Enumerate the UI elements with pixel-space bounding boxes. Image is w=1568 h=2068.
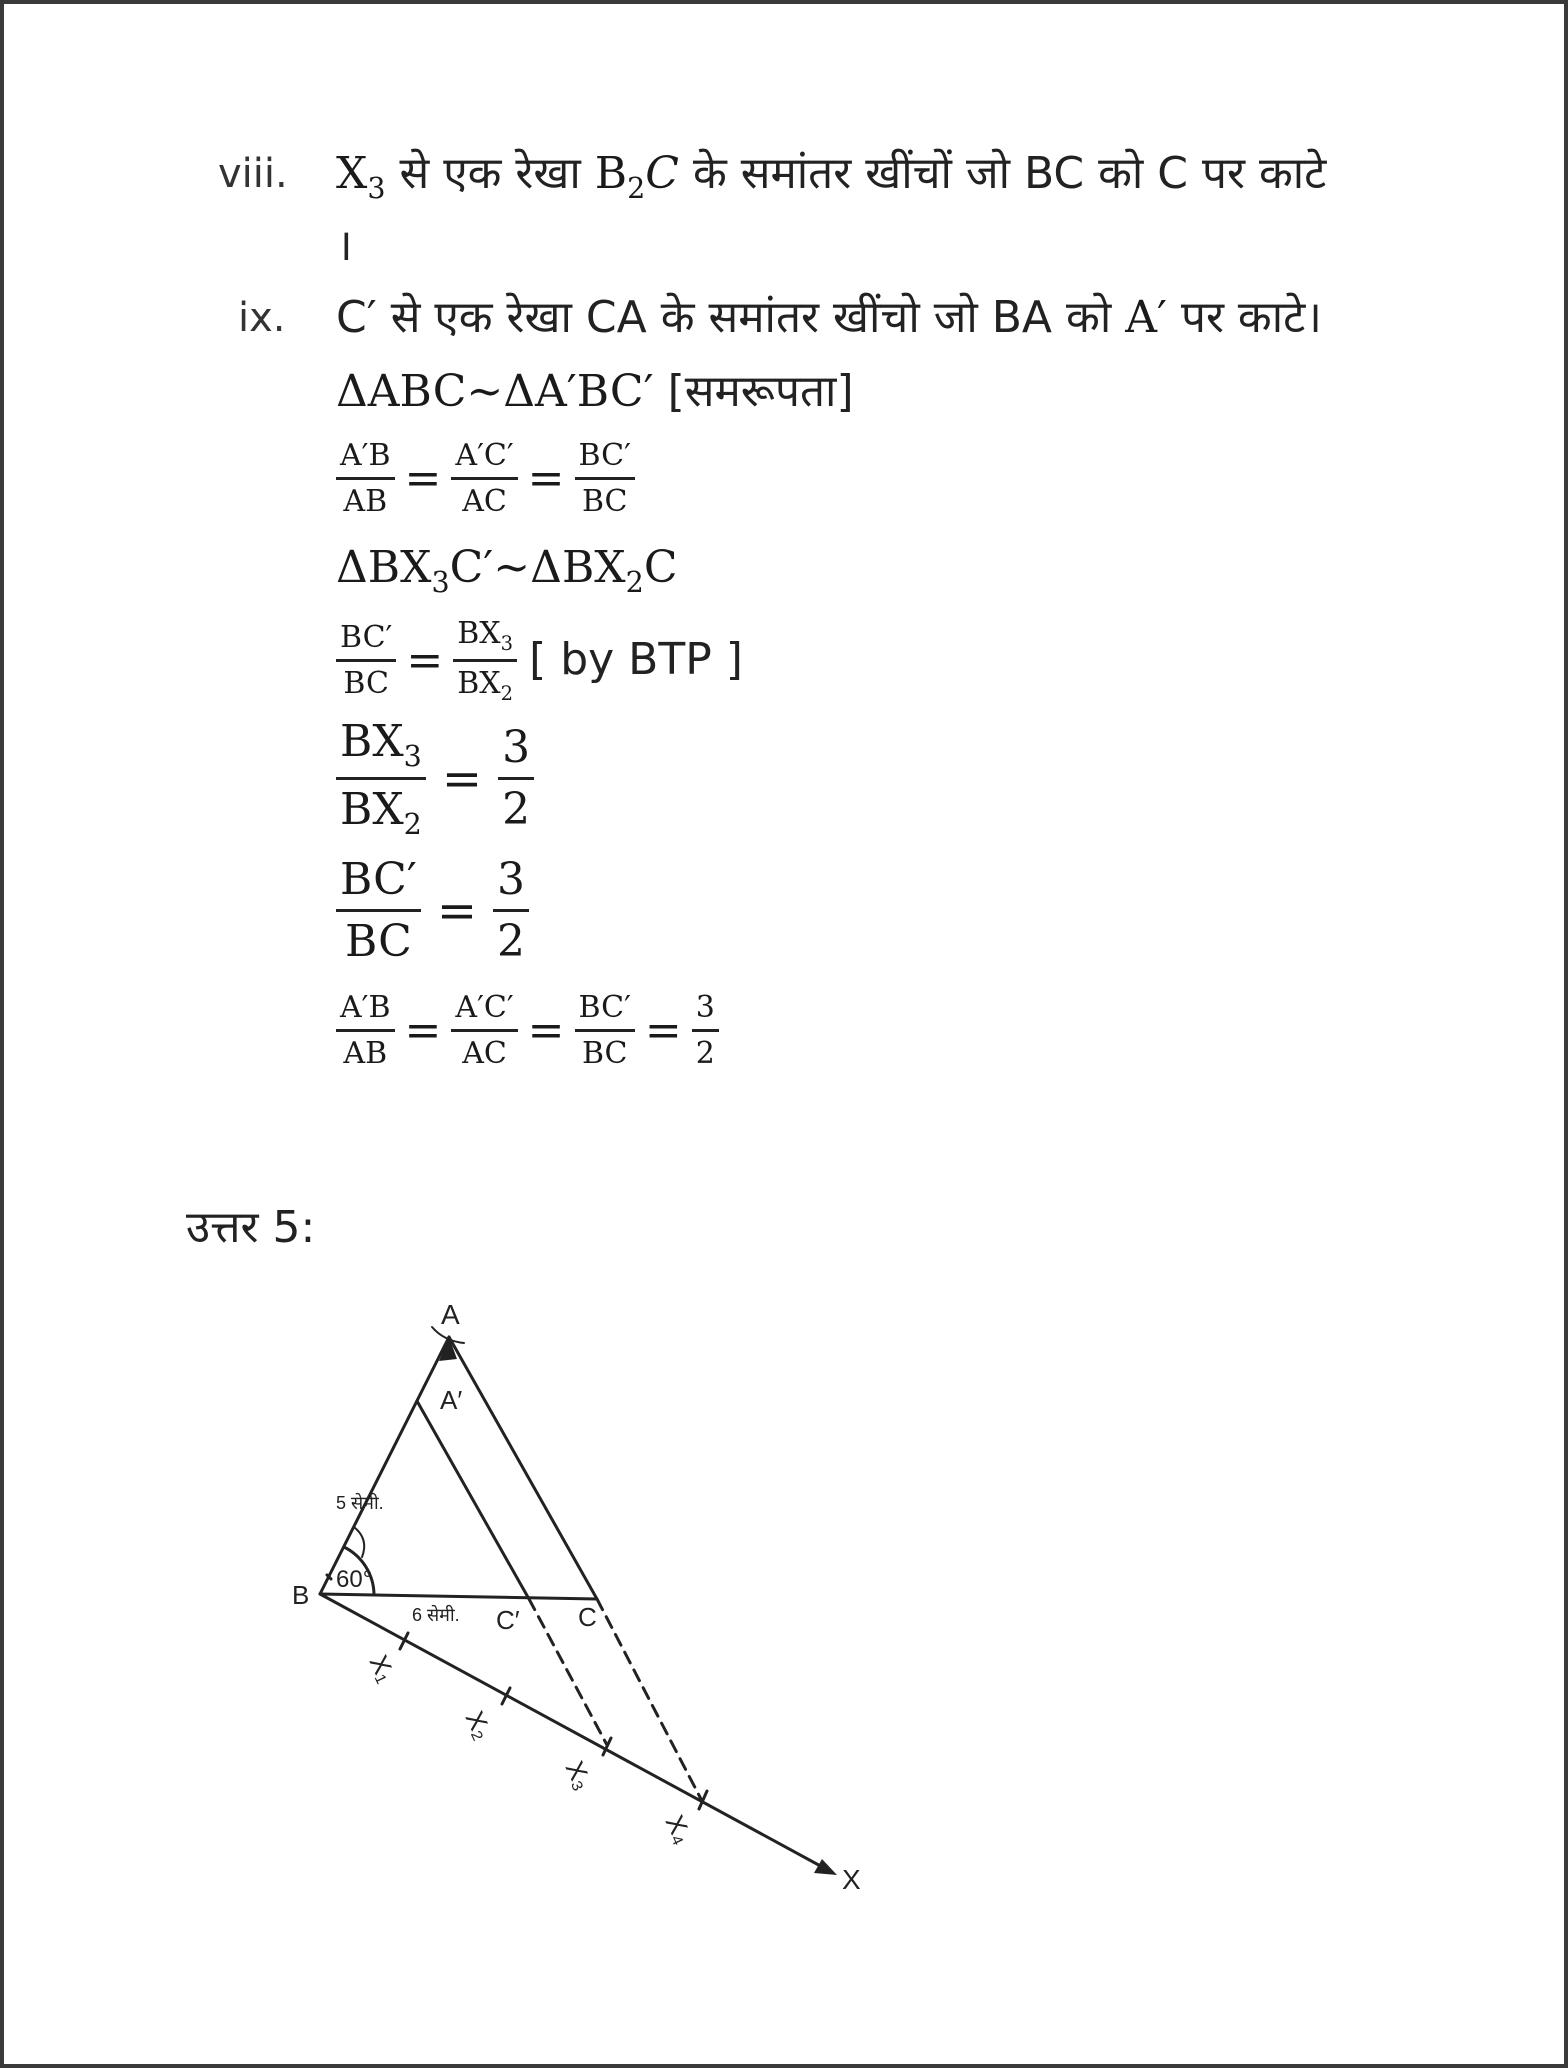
step-ix-text <box>336 290 1322 346</box>
step-viii-text-part1: से एक रेखा <box>385 148 595 199</box>
equals-sign: = <box>406 634 444 686</box>
fraction-bx3-over-bx2: $\frac{BX_3}{BX_2}$ <box>453 616 517 705</box>
fraction-bc-prime-over-bc-large: $\frac{BC'}{BC}$ <box>336 854 421 967</box>
fraction-bc-prime-over-bc: $\frac{BC'}{BC}$ <box>575 990 635 1071</box>
fraction-bx3-over-bx2-large: $\frac{BX_3}{BX_2}$ <box>336 716 426 841</box>
similarity-note: [समरूपता] <box>653 366 854 417</box>
equals-sign: = <box>436 882 478 939</box>
label-x4: X₄ <box>659 1810 699 1849</box>
equals-sign: = <box>404 453 442 504</box>
fraction-three-halves-small: $\frac{3}{2}$ <box>692 990 719 1071</box>
step-ix-marker: ix. <box>238 295 286 341</box>
construction-arc <box>354 1527 364 1557</box>
fraction-a-prime-b-over-ab: $\frac{A'B}{AB}$ <box>336 438 395 519</box>
similarity-statement-1 <box>336 364 854 420</box>
step-ix-text-part2: पर काटे। <box>1166 292 1322 343</box>
label-c: C <box>578 1602 597 1632</box>
b2c-symbol: $B_2C$ <box>594 148 679 205</box>
label-x3: X₃ <box>559 1756 599 1795</box>
similarity-statement-2: $\Delta BX_3C'\sim\Delta BX_2C$ <box>336 542 678 599</box>
side-ac-line <box>449 1337 597 1599</box>
final-ratio-equation <box>336 990 719 1071</box>
step-viii-wrap: । <box>336 220 353 271</box>
step-viii-marker: viii. <box>218 151 288 197</box>
x3-symbol: $X_3$ <box>336 148 386 205</box>
ray-bx <box>320 1594 826 1869</box>
line-a-prime-c-prime <box>417 1401 529 1599</box>
label-side-bc: 6 सेमी. <box>412 1605 460 1625</box>
fraction-a-prime-b-over-ab: $\frac{A'B}{AB}$ <box>336 990 395 1071</box>
fraction-three-halves: $\frac{3}{2}$ <box>498 722 534 835</box>
label-side-ab: 5 सेमी. <box>336 1493 384 1513</box>
answer-heading: उत्तर 5: <box>186 1202 316 1253</box>
equals-sign: = <box>404 1005 442 1056</box>
label-x2: X₂ <box>459 1706 499 1744</box>
label-x1: X₁ <box>363 1650 402 1687</box>
btp-note: [ by BTP ] <box>529 634 743 686</box>
label-b: B <box>292 1580 310 1610</box>
side-bc-line <box>320 1594 597 1599</box>
equals-sign: = <box>644 1005 682 1056</box>
similarity-expression-1: ΔABC~ΔA′BC′ <box>336 366 654 417</box>
fraction-three-halves: $\frac{3}{2}$ <box>493 854 529 967</box>
step-viii-text <box>336 146 1326 216</box>
equals-sign: = <box>441 750 483 807</box>
ratio-equation-btp <box>336 616 743 705</box>
label-c-prime: C′ <box>496 1605 520 1635</box>
a-prime-symbol: A′ <box>1125 292 1167 343</box>
label-a-prime: A′ <box>440 1385 463 1415</box>
side-ab-line <box>320 1337 449 1594</box>
dashed-x4-c <box>597 1599 702 1801</box>
fraction-bc-prime-over-bc: $\frac{BC'}{BC}$ <box>575 438 635 519</box>
equals-sign: = <box>527 1005 565 1056</box>
fraction-a-prime-c-prime-over-ac: $\frac{A'C'}{AC}$ <box>451 438 517 519</box>
label-x: X <box>842 1864 861 1895</box>
label-a: A <box>441 1299 460 1330</box>
ratio-bx3-bx2-equation <box>336 716 534 841</box>
construction-diagram <box>274 1289 894 1909</box>
label-angle-60: 60° <box>336 1566 373 1593</box>
arrowhead-x <box>814 1859 837 1875</box>
fraction-bc-prime-over-bc: $\frac{BC'}{BC}$ <box>336 620 396 701</box>
ratio-equation-1 <box>336 438 635 519</box>
equals-sign: = <box>527 453 565 504</box>
fraction-a-prime-c-prime-over-ac: $\frac{A'C'}{AC}$ <box>451 990 517 1071</box>
ratio-bc-prime-bc-equation <box>336 854 529 967</box>
step-ix-text-part1: C′ से एक रेखा CA के समांतर खींचो जो BA को <box>336 292 1126 343</box>
step-viii-text-part2: के समांतर खींचों जो BC को C पर काटे <box>678 148 1327 199</box>
